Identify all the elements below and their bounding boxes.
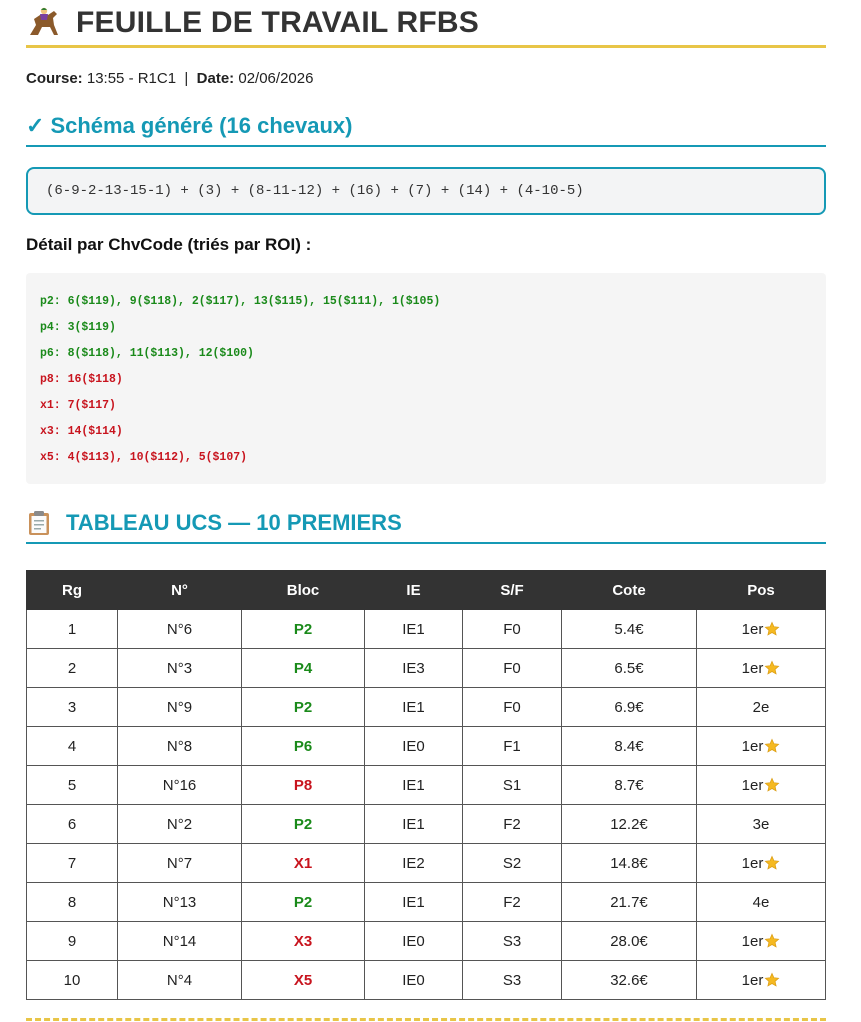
cell-num-text: N°13 (162, 893, 197, 911)
cell-rg-text: 2 (67, 659, 77, 677)
cell-num-text: N°9 (166, 698, 193, 716)
cell-pos-text: 1er (741, 737, 764, 755)
col-pos: Pos (697, 571, 826, 610)
table-heading (26, 510, 826, 544)
cell-rg (27, 727, 118, 766)
cell-num (118, 961, 242, 1000)
cell-bloc-text: P4 (293, 659, 313, 677)
cell-ie (365, 727, 463, 766)
cell-pos (697, 688, 826, 727)
detail-box (26, 273, 826, 484)
horse-racing-icon (26, 5, 62, 41)
col-bloc: Bloc (242, 571, 365, 610)
cell-sf-text: F1 (503, 737, 521, 755)
cell-pos (697, 883, 826, 922)
cell-cote-text: 6.9€ (614, 698, 644, 716)
cell-num (118, 649, 242, 688)
cell-cote-text: 6.5€ (614, 659, 644, 677)
cell-sf-text: S3 (502, 971, 522, 989)
date-value: 02/06/2026 (238, 70, 314, 87)
col-sf: S/F (463, 571, 562, 610)
cell-ie-text: IE0 (402, 932, 425, 950)
cell-sf (463, 805, 562, 844)
detail-line-p8: p8: 16($118) (40, 373, 123, 386)
cell-bloc (242, 883, 365, 922)
detail-line-x1: x1: 7($117) (40, 399, 116, 412)
cell-num-text: N°14 (162, 932, 197, 950)
detail-line-p6: p6: 8($118), 11($113), 12($100) (40, 347, 254, 360)
cell-bloc-text: P2 (293, 620, 313, 638)
cell-ie-text: IE1 (402, 776, 425, 794)
cell-rg (27, 688, 118, 727)
cell-bloc (242, 727, 365, 766)
cell-bloc (242, 961, 365, 1000)
cell-cote (562, 727, 697, 766)
cell-num-text: N°16 (162, 776, 197, 794)
cell-ie-text: IE1 (402, 893, 425, 911)
cell-rg-text: 5 (67, 776, 77, 794)
cell-num (118, 766, 242, 805)
table-row (27, 844, 826, 883)
cell-rg-text: 10 (63, 971, 81, 989)
cell-ie-text: IE0 (402, 737, 425, 755)
cell-rg-text: 9 (67, 932, 77, 950)
cell-num (118, 883, 242, 922)
cell-bloc (242, 610, 365, 649)
cell-rg-text: 7 (67, 854, 77, 872)
page-title: FEUILLE DE TRAVAIL RFBS (76, 5, 479, 39)
cell-rg (27, 883, 118, 922)
race-meta (26, 70, 826, 87)
cell-cote (562, 961, 697, 1000)
cell-ie (365, 610, 463, 649)
cell-num-text: N°3 (166, 659, 193, 677)
cell-sf-text: S2 (502, 854, 522, 872)
meta-separator: | (184, 70, 189, 87)
cell-cote (562, 610, 697, 649)
cell-ie (365, 883, 463, 922)
table-heading-text: TABLEAU UCS — 10 PREMIERS (66, 510, 402, 535)
cell-cote-text: 21.7€ (610, 893, 648, 911)
detail-line-p4: p4: 3($119) (40, 321, 116, 334)
cell-rg (27, 961, 118, 1000)
table-body (27, 610, 826, 1000)
cell-ie-text: IE0 (402, 971, 425, 989)
cell-ie-text: IE3 (402, 659, 425, 677)
cell-bloc (242, 922, 365, 961)
cell-cote-text: 12.2€ (610, 815, 648, 833)
cell-cote-text: 8.7€ (614, 776, 644, 794)
course-label: Course: (26, 70, 83, 87)
cell-num-text: N°4 (166, 971, 193, 989)
cell-num (118, 610, 242, 649)
cell-cote-text: 28.0€ (610, 932, 648, 950)
cell-pos-text: 1er (741, 971, 764, 989)
star-icon (764, 621, 780, 637)
cell-cote (562, 883, 697, 922)
cell-pos (697, 727, 826, 766)
cell-bloc (242, 649, 365, 688)
cell-num-text: N°6 (166, 620, 193, 638)
cell-bloc-text: P2 (293, 893, 313, 911)
page-header (26, 0, 826, 48)
cell-pos (697, 922, 826, 961)
cell-ie-text: IE1 (402, 620, 425, 638)
table-row (27, 688, 826, 727)
cell-pos-text: 3e (752, 815, 770, 833)
cell-num (118, 805, 242, 844)
cell-ie (365, 844, 463, 883)
cell-ie (365, 649, 463, 688)
cell-ie (365, 922, 463, 961)
cell-bloc-text: P8 (293, 776, 313, 794)
detail-line-x5: x5: 4($113), 10($112), 5($107) (40, 451, 248, 464)
cell-cote-text: 8.4€ (614, 737, 644, 755)
cell-rg-text: 3 (67, 698, 77, 716)
cell-num (118, 727, 242, 766)
footer-divider (26, 1018, 826, 1021)
table-row (27, 727, 826, 766)
cell-ie-text: IE1 (402, 698, 425, 716)
cell-cote (562, 844, 697, 883)
table-row (27, 883, 826, 922)
cell-ie-text: IE2 (402, 854, 425, 872)
cell-pos-text: 1er (741, 932, 764, 950)
schema-formula: (6-9-2-13-15-1) + (3) + (8-11-12) + (16) + (7) + (14) + (4-10-5) (46, 183, 584, 199)
cell-bloc-text: P2 (293, 815, 313, 833)
schema-heading (26, 113, 826, 147)
cell-rg (27, 766, 118, 805)
cell-sf-text: F0 (503, 659, 521, 677)
cell-sf-text: F0 (503, 698, 521, 716)
table-row (27, 649, 826, 688)
cell-bloc (242, 844, 365, 883)
cell-cote (562, 649, 697, 688)
date-label: Date: (196, 70, 235, 87)
cell-rg (27, 610, 118, 649)
col-ie: IE (365, 571, 463, 610)
cell-ie (365, 766, 463, 805)
cell-cote (562, 922, 697, 961)
cell-pos-text: 1er (741, 659, 764, 677)
cell-num (118, 922, 242, 961)
col-rg: Rg (27, 571, 118, 610)
cell-pos-text: 1er (741, 854, 764, 872)
cell-sf-text: S1 (502, 776, 522, 794)
star-icon (764, 855, 780, 871)
cell-bloc (242, 805, 365, 844)
cell-bloc-text: P6 (293, 737, 313, 755)
cell-bloc-text: P2 (293, 698, 313, 716)
cell-pos-text: 4e (752, 893, 770, 911)
cell-rg-text: 8 (67, 893, 77, 911)
cell-cote-text: 32.6€ (610, 971, 648, 989)
cell-sf (463, 883, 562, 922)
cell-pos-text: 2e (752, 698, 770, 716)
star-icon (764, 660, 780, 676)
cell-rg (27, 805, 118, 844)
cell-pos (697, 961, 826, 1000)
cell-rg-text: 6 (67, 815, 77, 833)
star-icon (764, 972, 780, 988)
table-row (27, 961, 826, 1000)
cell-pos-text: 1er (741, 620, 764, 638)
cell-sf (463, 688, 562, 727)
table-row (27, 922, 826, 961)
cell-sf (463, 961, 562, 1000)
cell-bloc-text: X3 (293, 932, 313, 950)
cell-pos (697, 766, 826, 805)
clipboard-icon (26, 510, 52, 536)
cell-sf (463, 649, 562, 688)
cell-num-text: N°7 (166, 854, 193, 872)
cell-num-text: N°2 (166, 815, 193, 833)
cell-bloc-text: X5 (293, 971, 313, 989)
cell-rg-text: 1 (67, 620, 77, 638)
cell-cote (562, 688, 697, 727)
cell-ie (365, 805, 463, 844)
cell-rg-text: 4 (67, 737, 77, 755)
table-row (27, 766, 826, 805)
cell-sf-text: F2 (503, 893, 521, 911)
cell-pos (697, 805, 826, 844)
star-icon (764, 933, 780, 949)
cell-sf-text: F0 (503, 620, 521, 638)
worksheet (26, 0, 826, 1000)
col-cote: Cote (562, 571, 697, 610)
ucs-table (26, 570, 826, 1000)
cell-ie (365, 961, 463, 1000)
schema-heading-text: Schéma généré (16 chevaux) (50, 113, 353, 138)
cell-cote-text: 5.4€ (614, 620, 644, 638)
table-header-row (27, 571, 826, 610)
check-icon: ✓ (26, 113, 45, 138)
star-icon (764, 777, 780, 793)
cell-num (118, 844, 242, 883)
course-value: 13:55 - R1C1 (86, 70, 177, 87)
cell-sf (463, 844, 562, 883)
cell-pos-text: 1er (741, 776, 764, 794)
col-num: N° (118, 571, 242, 610)
cell-rg (27, 844, 118, 883)
cell-cote (562, 766, 697, 805)
cell-sf-text: S3 (502, 932, 522, 950)
detail-heading: Détail par ChvCode (triés par ROI) : (26, 235, 312, 254)
star-icon (764, 738, 780, 754)
cell-ie (365, 688, 463, 727)
cell-rg (27, 922, 118, 961)
table-row (27, 610, 826, 649)
cell-cote-text: 14.8€ (610, 854, 648, 872)
cell-sf (463, 922, 562, 961)
cell-pos (697, 649, 826, 688)
cell-cote (562, 805, 697, 844)
cell-ie-text: IE1 (402, 815, 425, 833)
cell-sf (463, 766, 562, 805)
cell-num (118, 688, 242, 727)
cell-pos (697, 844, 826, 883)
table-row (27, 805, 826, 844)
cell-bloc-text: X1 (293, 854, 313, 872)
detail-line-x3: x3: 14($114) (40, 425, 123, 438)
detail-line-p2: p2: 6($119), 9($118), 2($117), 13($115), 15($111), 1($105) (40, 295, 441, 308)
cell-bloc (242, 688, 365, 727)
cell-num-text: N°8 (166, 737, 193, 755)
cell-sf (463, 610, 562, 649)
cell-sf (463, 727, 562, 766)
cell-sf-text: F2 (503, 815, 521, 833)
schema-formula-box (26, 167, 826, 215)
cell-rg (27, 649, 118, 688)
cell-pos (697, 610, 826, 649)
cell-bloc (242, 766, 365, 805)
